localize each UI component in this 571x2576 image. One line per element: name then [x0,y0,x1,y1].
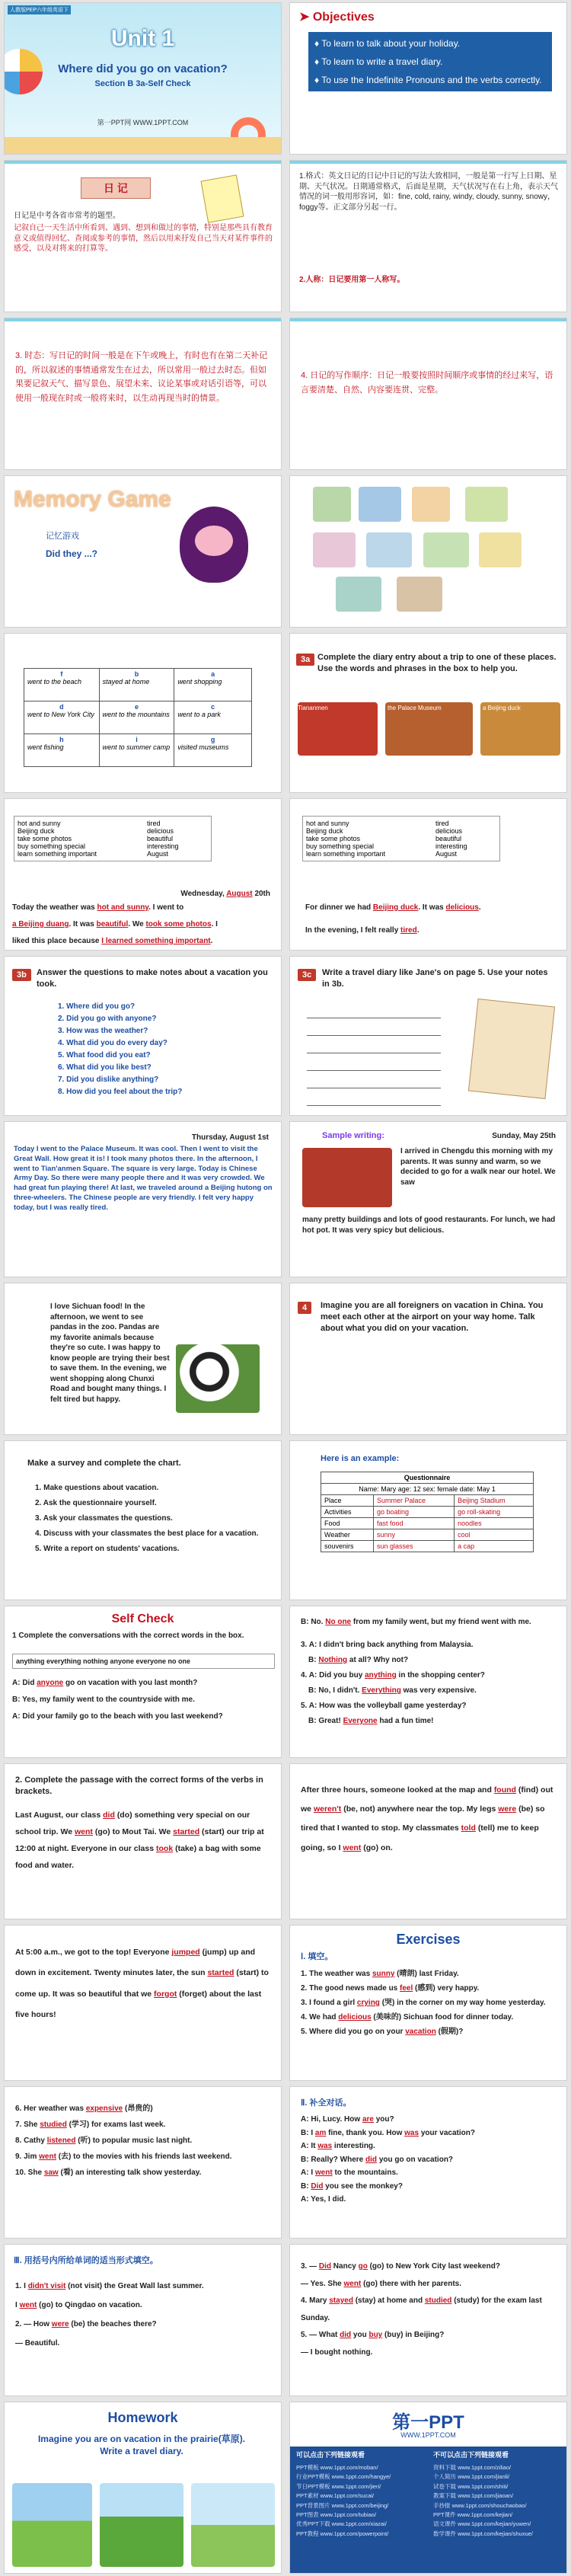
table-row: Activities go boating go roll-skating [321,1507,534,1518]
caption-beijing-duck: a Beijing duck [483,705,521,711]
right-links-title: 不可以点击下列链接观看 [433,2451,509,2459]
exercises-3-list: 1. I didn't visit (not visit) the Great Wall last summer. I went (go) to Qingdao on vacation. 2. — How were (be) the beaches there? — Beautiful. [15,2282,204,2347]
camp-picture [423,532,469,567]
sc-line-a3: 3. A: I didn't bring back anything from Malaysia. [301,1641,474,1649]
homework-title: Homework [107,2410,178,2425]
mountains-picture [359,487,401,522]
self-check-line-a: A: Did anyone go on vacation with you last month? [12,1679,198,1687]
right-links [433,2463,564,2539]
grid-cell: e went to the mountains [99,702,174,734]
prairie-picture-3 [191,2483,275,2567]
4-instructions: Imagine you are all foreigners on vacation in China. You meet each other at the airport on your way home. Talk about what you did on your vacation. [321,1301,544,1333]
sample-heading: Sample writing: [322,1131,384,1140]
link-item: PPT课件 www.1ppt.com/kejian/ [433,2510,513,2518]
self-check-instructions: 1 Complete the conversations with the correct words in the box. [12,1632,244,1640]
memory-game-title: Memory Game [14,487,171,512]
sample2-date: Sunday, May 25th [492,1132,556,1140]
passage-instructions: 2. Complete the passage with the correct forms of the verbs in brackets. [15,1775,263,1796]
slide-objectives[interactable] [289,2,567,155]
slide-exercises-3[interactable] [4,2244,282,2396]
link-item[interactable]: PPT素材 www.1ppt.com/sucai/ [296,2492,375,2500]
grid-cell: a went shopping [174,669,252,702]
exercises-2-list: 6. Her weather was expensive (昂贵的) 7. She studied (学习) for exams last week. 8. Cathy listened (听) to popular music last night. 9. Jim went (去) to the movies with his friends last weekend. 10. She saw (看) an interesting talk show yesterday. [15,2105,232,2177]
panda-picture [176,1344,260,1413]
slide-exercises-1[interactable] [289,1925,567,2081]
answer-grid [24,668,252,767]
diary-line-4: For dinner we had Beijing duck. It was delicious. [305,903,481,912]
grid-cell: g visited museums [174,734,252,767]
link-item: 试卷下载 www.1ppt.com/shiti/ [433,2482,509,2490]
writing-lines[interactable] [298,1001,450,1116]
farm-picture [397,577,442,612]
fishing-picture [336,577,381,612]
word-box: hot and sunny tired Beijing duck delicious take some photos beautiful buy something special interesting learn something important August [14,816,212,861]
brand-url[interactable]: WWW.1PPT.COM [400,2431,456,2439]
dialogue-list: A: Hi, Lucy. How are you? B: I am fine, thank you. How was your vacation? A: It was interesting. B: Really? Where did you go on vacation? A: I went to the mountains. B: Did you see the monkey? A: Yes, I did. [301,2115,475,2204]
link-item: 手抄报 www.1ppt.com/shouchaobao/ [433,2501,527,2509]
left-links-title: 可以点击下列链接观看 [296,2451,365,2459]
slide-exercises-4[interactable] [289,2244,567,2396]
exercises-4-list: 3. — Did Nancy go (go) to New York City last weekend? — Yes. She went (go) there with her parents. 4. Mary stayed (stay) at home and studied (study) for the exam last Sunday. 5. — What did you buy (buy) in Beijing? — I bought nothing. [301,2262,542,2357]
grid-cell: d went to New York City [24,702,100,734]
brand-logo: 第一PPT [392,2412,464,2433]
slide-passage-3[interactable] [4,1925,282,2081]
table-row: Place Summer Palace Beijing Stadium [321,1495,534,1507]
slide-3a[interactable] [289,633,567,793]
table-row: Food fast food noodles [321,1518,534,1529]
survey-steps: 1. Make questions about vacation. 2. Ask the questionnaire yourself. 3. Ask your classmates the questions. 4. Discuss with your classmates the best place for a vacation. 5. Write a report on students' vacations. [35,1484,259,1553]
objective-item-1: ♦ To learn to talk about your holiday. [314,38,461,49]
slide-diary-entry-1[interactable] [4,798,282,951]
link-item[interactable]: PPT教程 www.1ppt.com/powerpoint/ [296,2530,389,2537]
slide-passage-1[interactable] [4,1763,282,1919]
3b-questions: 1. Where did you go? 2. Did you go with anyone? 3. How was the weather? 4. What did you do every day? 5. What food did you eat? 6. What did you like best? 7. Did you dislike anything? 8. How did you feel about the trip? [58,1002,183,1096]
memory-game-question: Did they ...? [46,548,98,559]
slide-diary-entry-2[interactable] [289,798,567,951]
diary-notebook-icon [468,999,555,1099]
link-item[interactable]: 节日PPT模板 www.1ppt.com/jieri/ [296,2482,381,2490]
format-p2: 2.人称：日记要用第一人称写。 [299,276,405,284]
diary-line-5: In the evening, I felt really tired. [305,926,419,935]
self-check-title: Self Check [111,1612,174,1625]
diary-title: 日 记 [81,177,151,199]
prairie-picture-1 [12,2483,92,2567]
exercises-1-list: 1. The weather was sunny (晴朗) last Friday. 2. The good news made us feel (感到) very happy. 3. I found a girl crying (哭) in the corner on my way home yesterday. 4. We had delicious (美味的) Sichuan food for dinner today. 5. Where did you go on your vacation (假期)? [301,1970,546,2036]
diary-line-2: a Beijing duang. It was beautiful. We took some photos. I [12,920,218,928]
link-item: 教案下载 www.1ppt.com/jiaoan/ [433,2492,514,2500]
slide-questionnaire[interactable] [289,1440,567,1600]
slide-diary-sample-3[interactable] [4,1283,282,1435]
example-heading: Here is an example: [321,1454,400,1463]
grid-cell: h went fishing [24,734,100,767]
slide-diary-intro[interactable] [4,160,282,312]
objective-item-2: ♦ To learn to write a travel diary. [314,56,443,67]
slide-passage-2[interactable] [289,1763,567,1919]
badge-3b: 3b [12,967,36,981]
slide-survey[interactable] [4,1440,282,1600]
sample-body: Today I went to the Palace Museum. It was cool. Then I went to visit the Great Wall. How great it is! I took many photos there. In the afternoon, I went to Tian'anmen Square. The square is very large. Today is Chinese Army Day. So there were many people there and it was very crowded. We had great fun playing there! At last, we traveled around a Beijing hutong on three-wheelers. The Chinese people are very friendly. I felt very happy today, but I was really tired. [14,1145,273,1212]
passage-2-text: After three hours, someone looked at the map and found (find) out we weren't (be, not) anywhere near the top. My legs were (be) so tired that I wanted to stop. My classmates told (tell) me to keep going, so I went (go) on. [301,1785,553,1852]
grid-cell: f went to the beach [24,669,100,702]
left-links [296,2463,427,2539]
diary-line-3: liked this place because I learned something important. [12,937,213,945]
link-item[interactable]: PPT背景图片 www.1ppt.com/beijing/ [296,2501,389,2509]
slide-homework[interactable] [4,2402,282,2574]
diary-p1: 日记是中考各省市常考的题型。 [14,212,120,220]
caption-tiananmen: Tiananmen [298,705,328,711]
sc-line-b5: B: Great! Everyone had a fun time! [308,1717,434,1725]
sample-date: Thursday, August 1st [191,1133,269,1142]
word-box: hot and sunny tired Beijing duck delicious take some photos beautiful buy something special interesting learn something important August [302,816,500,861]
objectives-list [308,32,552,91]
3c-instructions: Write a travel diary like Jane's on page 5. Use your notes in 3b. [322,968,548,989]
sc-line-a4: 4. A: Did you buy anything in the shopping center? [301,1671,485,1680]
character-face [195,526,233,556]
slide-3c[interactable] [289,956,567,1116]
unit-title: Unit 1 [110,26,175,51]
diary-line-1: Today the weather was hot and sunny. I went to [12,903,184,912]
slide-brand[interactable] [289,2402,567,2574]
passage-1-text: Last August, our class did (do) something very special on our school trip. We went (go) to Mout Tai. We started (start) our trip at 12:00 at night. Everyone in our class took (take) a bag with some food and water. [15,1811,264,1871]
shopping-picture [412,487,450,522]
slide-order[interactable] [289,318,567,470]
beach-picture [313,487,351,522]
slide-diary-sample-2[interactable] [289,1121,567,1277]
hot-pot-picture [302,1148,392,1207]
course-label: 人教版PEP六年级英语下 [8,5,71,14]
objective-item-3: ♦ To use the Indefinite Pronouns and the verbs correctly. [314,75,542,85]
self-check-line-b: B: Yes, my family went to the countryside with me. [12,1695,195,1704]
slide-memory-game[interactable] [4,475,282,628]
homework-body: Imagine you are on vacation in the prairie(草原). Write a travel diary. [37,2434,246,2457]
prairie-picture-2 [100,2483,183,2567]
slide-3b[interactable] [4,956,282,1116]
caption-palace-museum: the Palace Museum [388,705,442,711]
sample2-body: many pretty buildings and lots of good restaurants. For lunch, we had hot pot. It was very spicy but delicious. [302,1216,556,1235]
badge-3a: 3a [296,652,319,666]
badge-3c: 3c [298,967,321,981]
link-item[interactable]: 行业PPT模板 www.1ppt.com/hangye/ [296,2473,391,2481]
memory-game-sub: 记忆游戏 [46,532,79,541]
slide-4[interactable] [289,1283,567,1435]
table-row: souvenirs sun glasses a cap [321,1541,534,1552]
dialogue-sub: Ⅱ. 补全对话。 [301,2098,352,2108]
badge-4: 4 [298,1300,316,1314]
table-row: Weather sunny cool [321,1529,534,1541]
slide-dialogue[interactable] [289,2086,567,2239]
slide-diary-format[interactable] [289,160,567,312]
grid-cell: b stayed at home [99,669,174,702]
museum-picture [313,532,356,567]
sc-line-b1: B: No. No one from my family went, but my friend went with me. [301,1618,531,1626]
link-item: 数学课件 www.1ppt.com/kejian/shuxue/ [433,2530,533,2537]
slide-self-check-2[interactable] [289,1606,567,1758]
tense-paragraph: 3. 时态：写日记的时间一般是在下午或晚上，有时也有在第二天补记的，所以叙述的事情通常发生在过去，所以常用一般过去时态。但如果要记叙天气、描写景色、展望未来、议论某事或对话引语等，可以使用一般现在时或一般将来时，以生动再现当时的情景。 [15,351,268,404]
survey-title: Make a survey and complete the chart. [27,1459,181,1468]
park-picture [465,487,508,522]
exercises-sub-1: Ⅰ. 填空。 [301,1952,333,1961]
sample2-side: I arrived in Chengdu this morning with my parents. It was sunny and warm, so we decided to go for a walk near our hotel. We saw [400,1147,556,1187]
slide-diary-sample-1[interactable] [4,1121,282,1277]
link-item: 个人简历 www.1ppt.com/jianli/ [433,2473,510,2481]
exercises-sub-3: Ⅲ. 用括号内所给单词的适当形式填空。 [14,2256,158,2265]
self-check-line-c: A: Did your family go to the beach with you last weekend? [12,1712,223,1721]
site-label: 第一PPT网 WWW.1PPT.COM [97,119,189,126]
order-paragraph: 4. 日记的写作顺序：日记一般要按照时间顺序或事情的经过来写，语言要清楚、自然、内容要连贯、完整。 [301,371,553,395]
link-item: 语文课件 www.1ppt.com/kejian/yuwen/ [433,2520,531,2528]
sample3-body: I love Sichuan food! In the afternoon, we went to see pandas in the zoo. Pandas are my favorite animals because they're so cute. I was happy to know people are trying their best to save them. In the evening, we went shopping along Chunxi Road and bought many things. I felt tired but happy. [50,1302,170,1404]
3b-instructions: Answer the questions to make notes about a vacation you took. [37,968,268,989]
diary-p2: 记叙自己一天生活中所看到、遇到、想到和做过的事情，特别是那些具有教育意义或值得回忆、查阅或参考的事情，然后以用来抒发自己当天对某件事件的感受，以及对将来的打算等。 [14,224,273,253]
link-item: 资料下载 www.1ppt.com/ziliao/ [433,2464,512,2471]
slide-exercises-2[interactable] [4,2086,282,2239]
link-panel [290,2447,566,2574]
unit-question: Where did you go on vacation? [58,62,228,75]
link-item[interactable]: PPT模板 www.1ppt.com/moban/ [296,2464,378,2471]
questionnaire-table: Questionnaire Name: Mary age: 12 sex: female date: May 1 Place Summer Palace Beijing Stadium Activities go boating go roll-skating Food fast food noodles Weather sunny cool souvenirs sun glasses a cap [321,1472,534,1552]
slide-tense[interactable] [4,318,282,470]
city-picture [366,532,412,567]
slide-self-check[interactable] [4,1606,282,1758]
slide-activity-pictures[interactable] [289,475,567,628]
objectives-heading: ➤ Objectives [299,11,375,24]
link-item[interactable]: 优秀PPT下载 www.1ppt.com/xiazai/ [296,2520,387,2528]
sc-line-b4: B: No, I didn't. Everything was very expensive. [308,1686,477,1695]
sc-line-a5: 5. A: How was the volleyball game yesterday? [301,1702,467,1710]
exercises-title: Exercises [396,1932,461,1947]
format-p1: 1.格式：英文日记的日记中日记的写法大致相同，一般是第一行写上日期、星期、天气状况。日期通常格式，后面是星期，天气状况写在右上角，表示天气情况的词一般用形容词，如：fine, cold, rainy, windy, cloudy, sunny, snowy，foggy等。正文部分另起一行。 [299,172,558,212]
grid-cell: i went to summer camp [99,734,174,767]
self-check-word-box: anything everything nothing anyone everyone no one [12,1654,275,1669]
sand-strip [5,137,281,154]
section-label: Section B 3a-Self Check [94,79,191,88]
link-item[interactable]: PPT图表 www.1ppt.com/tubiao/ [296,2510,377,2518]
slide-title[interactable] [4,2,282,155]
home-picture [479,532,522,567]
grid-cell: c went to a park [174,702,252,734]
sc-line-b3: B: Nothing at all? Why not? [308,1656,409,1664]
3a-instructions: Complete the diary entry about a trip to one of these places. Use the words and phrases in the box to help you. [317,653,557,673]
diary-date: Wednesday, August 20th [180,890,270,898]
passage-3-text: At 5:00 a.m., we got to the top! Everyone jumped (jump) up and down in excitement. Twenty minutes later, the sun started (start) to come up. It was so beautiful that we forgot (forget) about the last five hours! [15,1948,269,2019]
slide-answer-grid[interactable] [4,633,282,793]
